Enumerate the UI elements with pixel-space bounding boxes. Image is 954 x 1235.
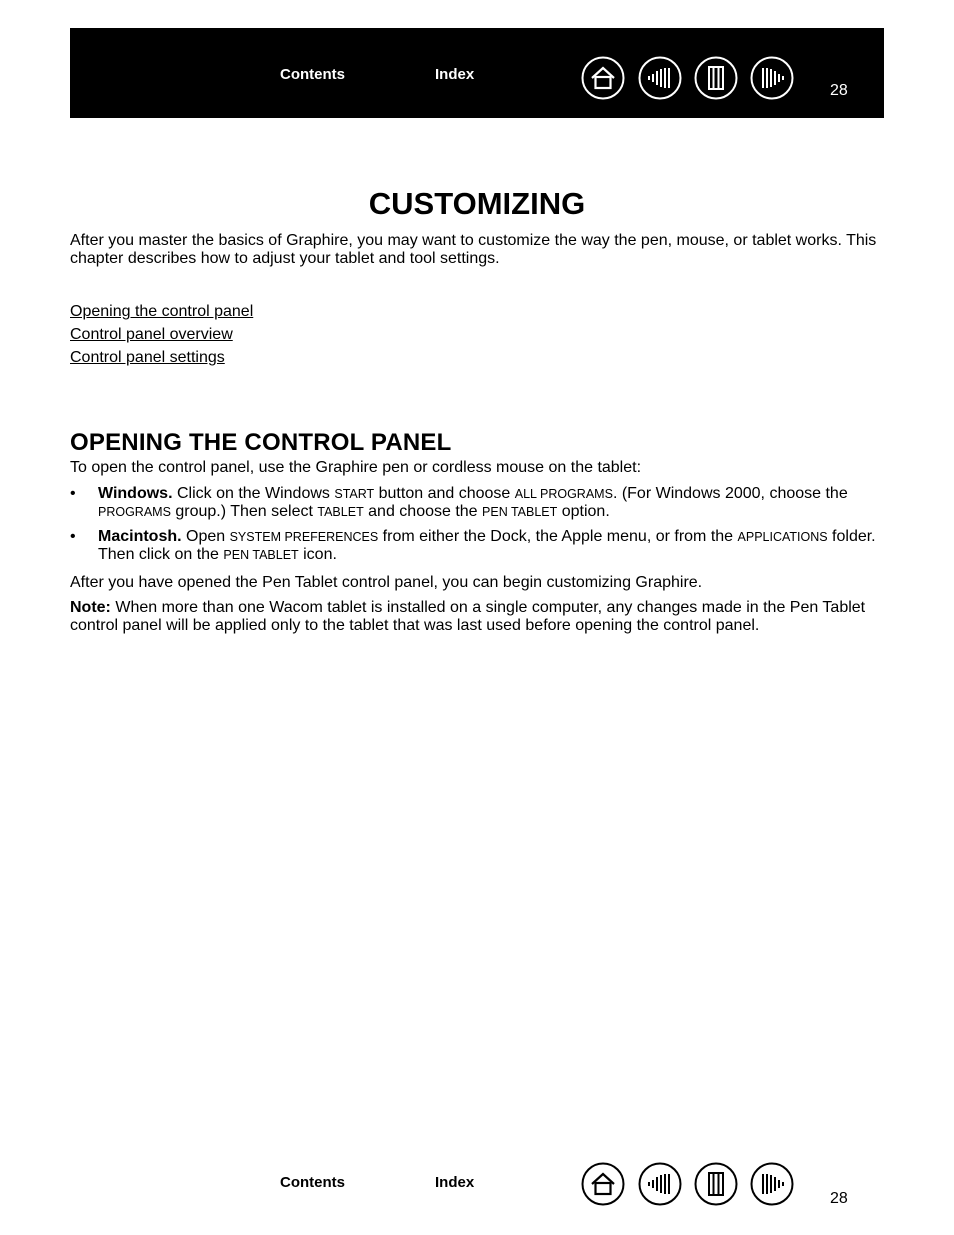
contents-link[interactable]: Contents [280,1174,345,1191]
pen-tablet-term: PEN TABLET [223,548,299,562]
instruction-list [70,485,884,571]
list-item-windows [70,485,884,521]
intro-paragraph: After you master the basics of Graphire, you may want to customize the way the pen, mouse, or tablet works. This chapter describes how to adjust your tablet and tool settings. [70,232,877,267]
list-item-macintosh [70,528,884,564]
note-label: Note: [70,599,111,616]
system-preferences-term: SYSTEM PREFERENCES [229,530,379,544]
windows-text: . (For Windows 2000, choose the [612,485,848,502]
windows-text: button and choose [374,485,515,502]
back-icon[interactable] [638,56,682,100]
toc-link-control-panel-overview[interactable]: Control panel overview [70,326,233,343]
home-icon[interactable] [581,1162,625,1206]
page-number: 28 [830,1190,848,1207]
contents-link[interactable]: Contents [280,66,345,83]
tablet-term: TABLET [317,505,364,519]
windows-text: Click on the Windows [172,485,335,502]
top-nav-bar [70,28,884,118]
page-icon[interactable] [694,1162,738,1206]
toc-link-opening-control-panel[interactable]: Opening the control panel [70,303,254,320]
after-paragraph: After you have opened the Pen Tablet control panel, you can begin customizing Graphire. [70,574,703,591]
section-lead: To open the control panel, use the Graphire pen or cordless mouse on the tablet: [70,459,642,476]
windows-text: and choose the [363,503,483,520]
windows-text: group.) Then select [170,503,318,520]
windows-label: Windows. [98,485,173,502]
page-number: 28 [830,82,848,99]
page-title: CUSTOMIZING [368,186,586,221]
back-icon[interactable] [638,1162,682,1206]
toc-item [70,346,253,369]
windows-text: option. [557,503,610,520]
page-icon[interactable] [694,56,738,100]
forward-icon[interactable] [750,1162,794,1206]
section-heading: OPENING THE CONTROL PANEL [70,429,452,456]
mac-text: from either the Dock, the Apple menu, or from the [378,528,738,545]
note-paragraph [70,599,884,635]
pen-tablet-term: PEN TABLET [482,505,558,519]
forward-icon[interactable] [750,56,794,100]
toc-item [70,300,253,323]
toc-link-control-panel-settings[interactable]: Control panel settings [70,349,225,366]
programs-term: PROGRAMS [98,505,171,519]
mac-text: folder. Then click on the [98,528,876,563]
all-programs-term: ALL PROGRAMS [514,487,613,501]
toc-item [70,323,253,346]
applications-term: APPLICATIONS [737,530,828,544]
index-link[interactable]: Index [435,66,475,83]
macintosh-label: Macintosh. [98,528,182,545]
bottom-nav-bar [70,1136,884,1226]
bullet-mark: • [70,485,76,502]
chapter-toc [70,300,253,369]
index-link[interactable]: Index [435,1174,475,1191]
bullet-mark: • [70,528,76,545]
note-text: When more than one Wacom tablet is installed on a single computer, any changes made in the Pen Tablet control panel will be applied only to the tablet that was last used before opening the control panel. [70,599,866,634]
start-term: START [334,487,375,501]
mac-text: Open [181,528,230,545]
mac-text: icon. [298,546,337,563]
home-icon[interactable] [581,56,625,100]
